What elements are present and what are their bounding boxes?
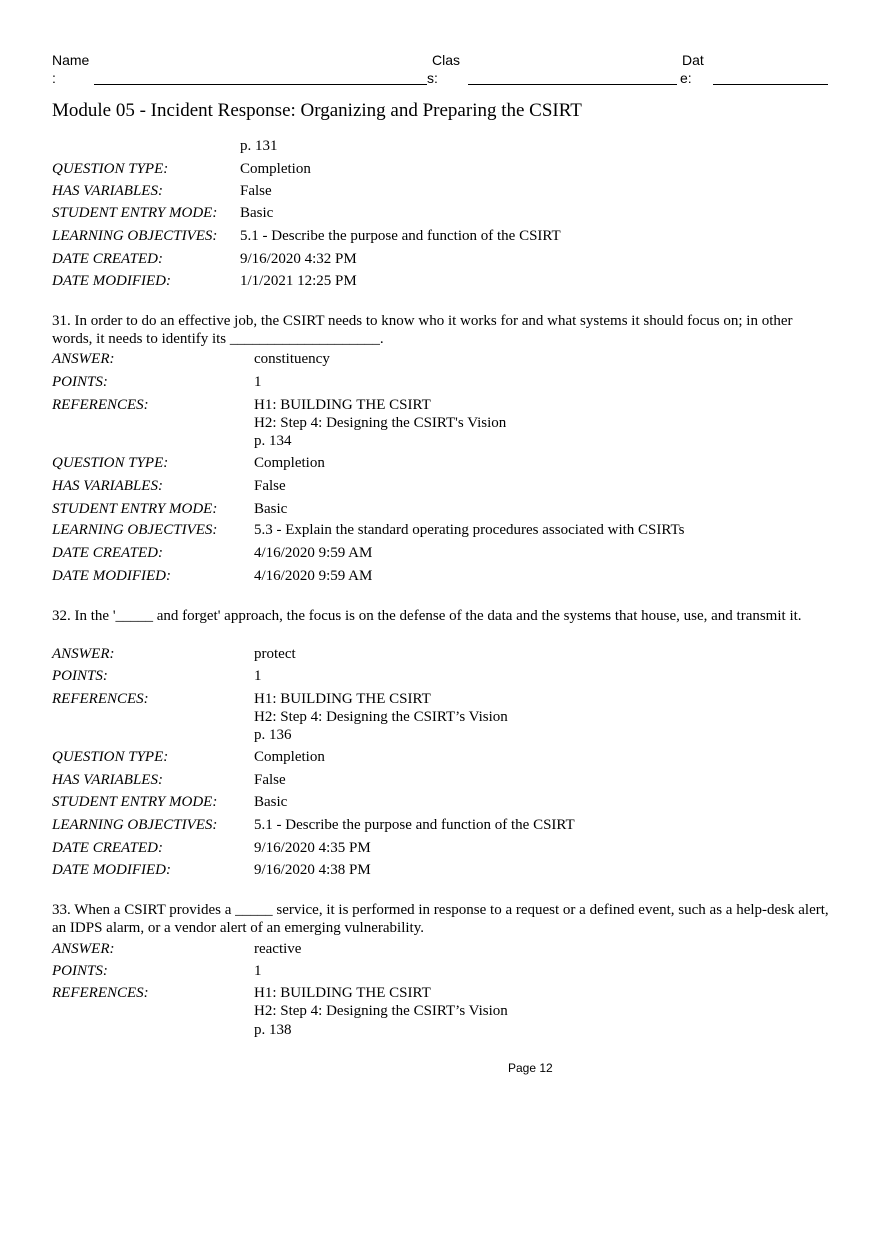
question-type-label: QUESTION TYPE:	[52, 455, 169, 471]
has-variables-label: HAS VARIABLES:	[52, 772, 163, 788]
page-title: Module 05 - Incident Response: Organizing and Preparing the CSIRT	[52, 100, 582, 121]
question-type-value: Completion	[240, 161, 311, 177]
reference-h1: H1: BUILDING THE CSIRT	[254, 397, 431, 413]
date-created-value: 9/16/2020 4:32 PM	[240, 251, 357, 267]
answer-value: protect	[254, 646, 296, 662]
learning-objectives-value: 5.3 - Explain the standard operating procedures associated with CSIRTs	[254, 522, 685, 538]
student-entry-mode-label: STUDENT ENTRY MODE:	[52, 501, 218, 517]
has-variables-label: HAS VARIABLES:	[52, 478, 163, 494]
answer-label: ANSWER:	[52, 941, 115, 957]
reference-h2: H2: Step 4: Designing the CSIRT’s Vision	[254, 1003, 508, 1019]
points-value: 1	[254, 963, 262, 979]
student-entry-mode-value: Basic	[254, 501, 288, 517]
learning-objectives-value: 5.1 - Describe the purpose and function of the CSIRT	[240, 228, 561, 244]
references-label: REFERENCES:	[52, 985, 149, 1001]
date-label: Dat	[682, 52, 704, 68]
learning-objectives-value: 5.1 - Describe the purpose and function of the CSIRT	[254, 817, 575, 833]
reference-h1: H1: BUILDING THE CSIRT	[254, 691, 431, 707]
answer-label: ANSWER:	[52, 351, 115, 367]
class-label-suffix: s:	[427, 70, 438, 86]
question-type-label: QUESTION TYPE:	[52, 161, 169, 177]
reference-h1: H1: BUILDING THE CSIRT	[254, 985, 431, 1001]
name-label-colon: :	[52, 70, 56, 86]
question-stem: 32. In the '_____ and forget' approach, the focus is on the defense of the data and the systems that house, use, and transmit it.	[52, 608, 802, 624]
date-modified-value: 9/16/2020 4:38 PM	[254, 862, 371, 878]
answer-label: ANSWER:	[52, 646, 115, 662]
points-value: 1	[254, 668, 262, 684]
student-entry-mode-label: STUDENT ENTRY MODE:	[52, 794, 218, 810]
reference-page: p. 138	[254, 1022, 292, 1038]
class-field-line[interactable]	[468, 84, 677, 85]
has-variables-value: False	[240, 183, 272, 199]
question-type-value: Completion	[254, 455, 325, 471]
has-variables-value: False	[254, 478, 286, 494]
student-entry-mode-value: Basic	[254, 794, 288, 810]
date-modified-value: 1/1/2021 12:25 PM	[240, 273, 357, 289]
question-type-label: QUESTION TYPE:	[52, 749, 169, 765]
has-variables-value: False	[254, 772, 286, 788]
date-modified-label: DATE MODIFIED:	[52, 273, 171, 289]
question-type-value: Completion	[254, 749, 325, 765]
question-stem: 33. When a CSIRT provides a _____ service, it is performed in response to a request or a defined event, such as a help-desk alert, an IDPS alarm, or a vendor alert of an emerging vulnerability.	[52, 902, 829, 936]
date-field-line[interactable]	[713, 84, 828, 85]
name-label: Name	[52, 52, 90, 68]
student-entry-mode-value: Basic	[240, 205, 274, 221]
date-created-value: 4/16/2020 9:59 AM	[254, 545, 373, 561]
learning-objectives-label: LEARNING OBJECTIVES:	[52, 228, 218, 244]
reference-page: p. 134	[254, 433, 292, 449]
student-entry-mode-label: STUDENT ENTRY MODE:	[52, 205, 218, 221]
date-modified-label: DATE MODIFIED:	[52, 862, 171, 878]
date-label-suffix: e:	[680, 70, 692, 86]
date-created-label: DATE CREATED:	[52, 840, 163, 856]
points-label: POINTS:	[52, 963, 108, 979]
points-value: 1	[254, 374, 262, 390]
points-label: POINTS:	[52, 374, 108, 390]
reference-h2: H2: Step 4: Designing the CSIRT’s Vision	[254, 709, 508, 725]
reference-page: p. 136	[254, 727, 292, 743]
date-created-value: 9/16/2020 4:35 PM	[254, 840, 371, 856]
learning-objectives-label: LEARNING OBJECTIVES:	[52, 522, 218, 538]
question-stem: 31. In order to do an effective job, the CSIRT needs to know who it works for and what systems it should focus on; in other words, it needs to identify its ____________________.	[52, 313, 793, 347]
learning-objectives-label: LEARNING OBJECTIVES:	[52, 817, 218, 833]
points-label: POINTS:	[52, 668, 108, 684]
reference-h2: H2: Step 4: Designing the CSIRT's Vision	[254, 415, 507, 431]
page-number: Page 12	[508, 1061, 553, 1075]
class-label: Clas	[432, 52, 461, 68]
date-created-label: DATE CREATED:	[52, 251, 163, 267]
answer-value: constituency	[254, 351, 330, 367]
date-modified-value: 4/16/2020 9:59 AM	[254, 568, 373, 584]
references-label: REFERENCES:	[52, 397, 149, 413]
ref-page: p. 131	[240, 138, 278, 154]
date-modified-label: DATE MODIFIED:	[52, 568, 171, 584]
answer-value: reactive	[254, 941, 302, 957]
date-created-label: DATE CREATED:	[52, 545, 163, 561]
has-variables-label: HAS VARIABLES:	[52, 183, 163, 199]
name-field-line[interactable]	[94, 84, 427, 85]
references-label: REFERENCES:	[52, 691, 149, 707]
